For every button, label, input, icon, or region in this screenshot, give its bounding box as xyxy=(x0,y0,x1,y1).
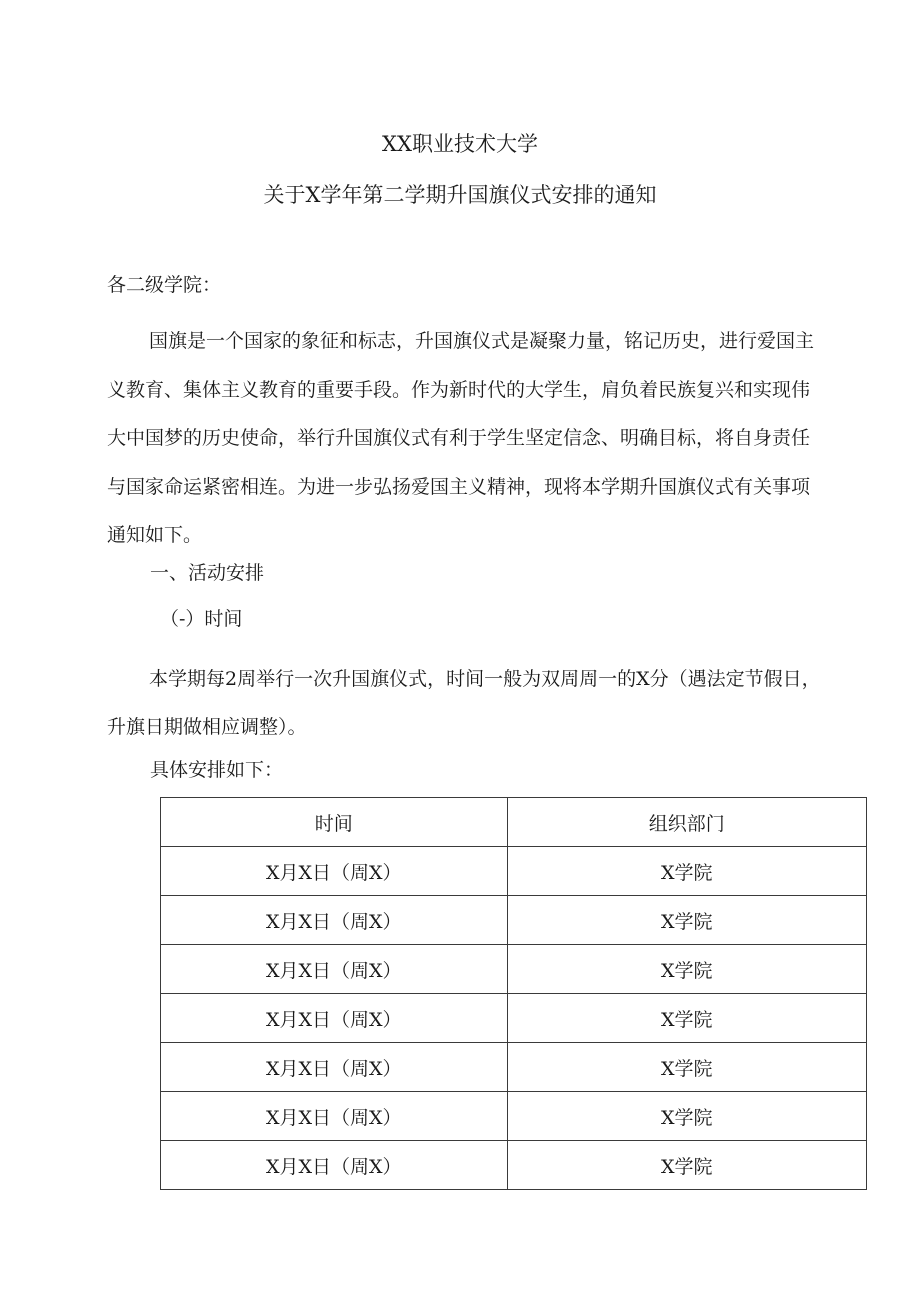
cell-department: X学院 xyxy=(507,896,866,945)
schedule-table xyxy=(160,797,867,1190)
table-row xyxy=(161,1092,867,1141)
cell-department: X学院 xyxy=(507,1141,866,1190)
column-header-time: 时间 xyxy=(161,798,508,847)
cell-department: X学院 xyxy=(507,945,866,994)
cell-department: X学院 xyxy=(507,847,866,896)
section-heading-activity: 一、活动安排 xyxy=(150,562,265,584)
cell-date: X月X日（周X） xyxy=(161,1141,508,1190)
cell-date: X月X日（周X） xyxy=(161,1043,508,1092)
table-row xyxy=(161,1141,867,1190)
table-row xyxy=(161,1043,867,1092)
paragraph-line: 本学期每2周举行一次升国旗仪式，时间一般为双周周一的X分（遇法定节假日， xyxy=(149,668,821,690)
paragraph-line: 义教育、集体主义教育的重要手段。作为新时代的大学生，肩负着民族复兴和实现伟 xyxy=(107,378,811,401)
university-name: XX职业技术大学 xyxy=(382,132,538,156)
cell-date: X月X日（周X） xyxy=(161,847,508,896)
notice-title: 关于X学年第二学期升国旗仪式安排的通知 xyxy=(263,183,657,207)
column-header-department: 组织部门 xyxy=(507,798,866,847)
paragraph-line: 大中国梦的历史使命，举行升国旗仪式有利于学生坚定信念、明确目标，将自身责任 xyxy=(107,427,811,450)
paragraph-line: 升旗日期做相应调整）。 xyxy=(107,716,307,738)
cell-date: X月X日（周X） xyxy=(161,1092,508,1141)
cell-department: X学院 xyxy=(507,1092,866,1141)
subsection-heading-time: （-）时间 xyxy=(160,608,243,630)
table-header-row xyxy=(161,798,867,847)
cell-date: X月X日（周X） xyxy=(161,945,508,994)
table-row xyxy=(161,847,867,896)
table-row xyxy=(161,945,867,994)
paragraph-line: 通知如下。 xyxy=(107,524,203,547)
salutation: 各二级学院： xyxy=(107,274,222,296)
paragraph-line: 国旗是一个国家的象征和标志，升国旗仪式是凝聚力量，铭记历史，进行爱国主 xyxy=(149,330,815,352)
intro-paragraph xyxy=(107,317,867,560)
cell-department: X学院 xyxy=(507,1043,866,1092)
cell-department: X学院 xyxy=(507,994,866,1043)
table-row xyxy=(161,896,867,945)
schedule-intro: 具体安排如下： xyxy=(150,759,284,781)
cell-date: X月X日（周X） xyxy=(161,994,508,1043)
paragraph-line: 与国家命运紧密相连。为进一步弘扬爱国主义精神，现将本学期升国旗仪式有关事项 xyxy=(107,475,811,498)
table-row xyxy=(161,994,867,1043)
time-paragraph xyxy=(107,655,897,751)
cell-date: X月X日（周X） xyxy=(161,896,508,945)
